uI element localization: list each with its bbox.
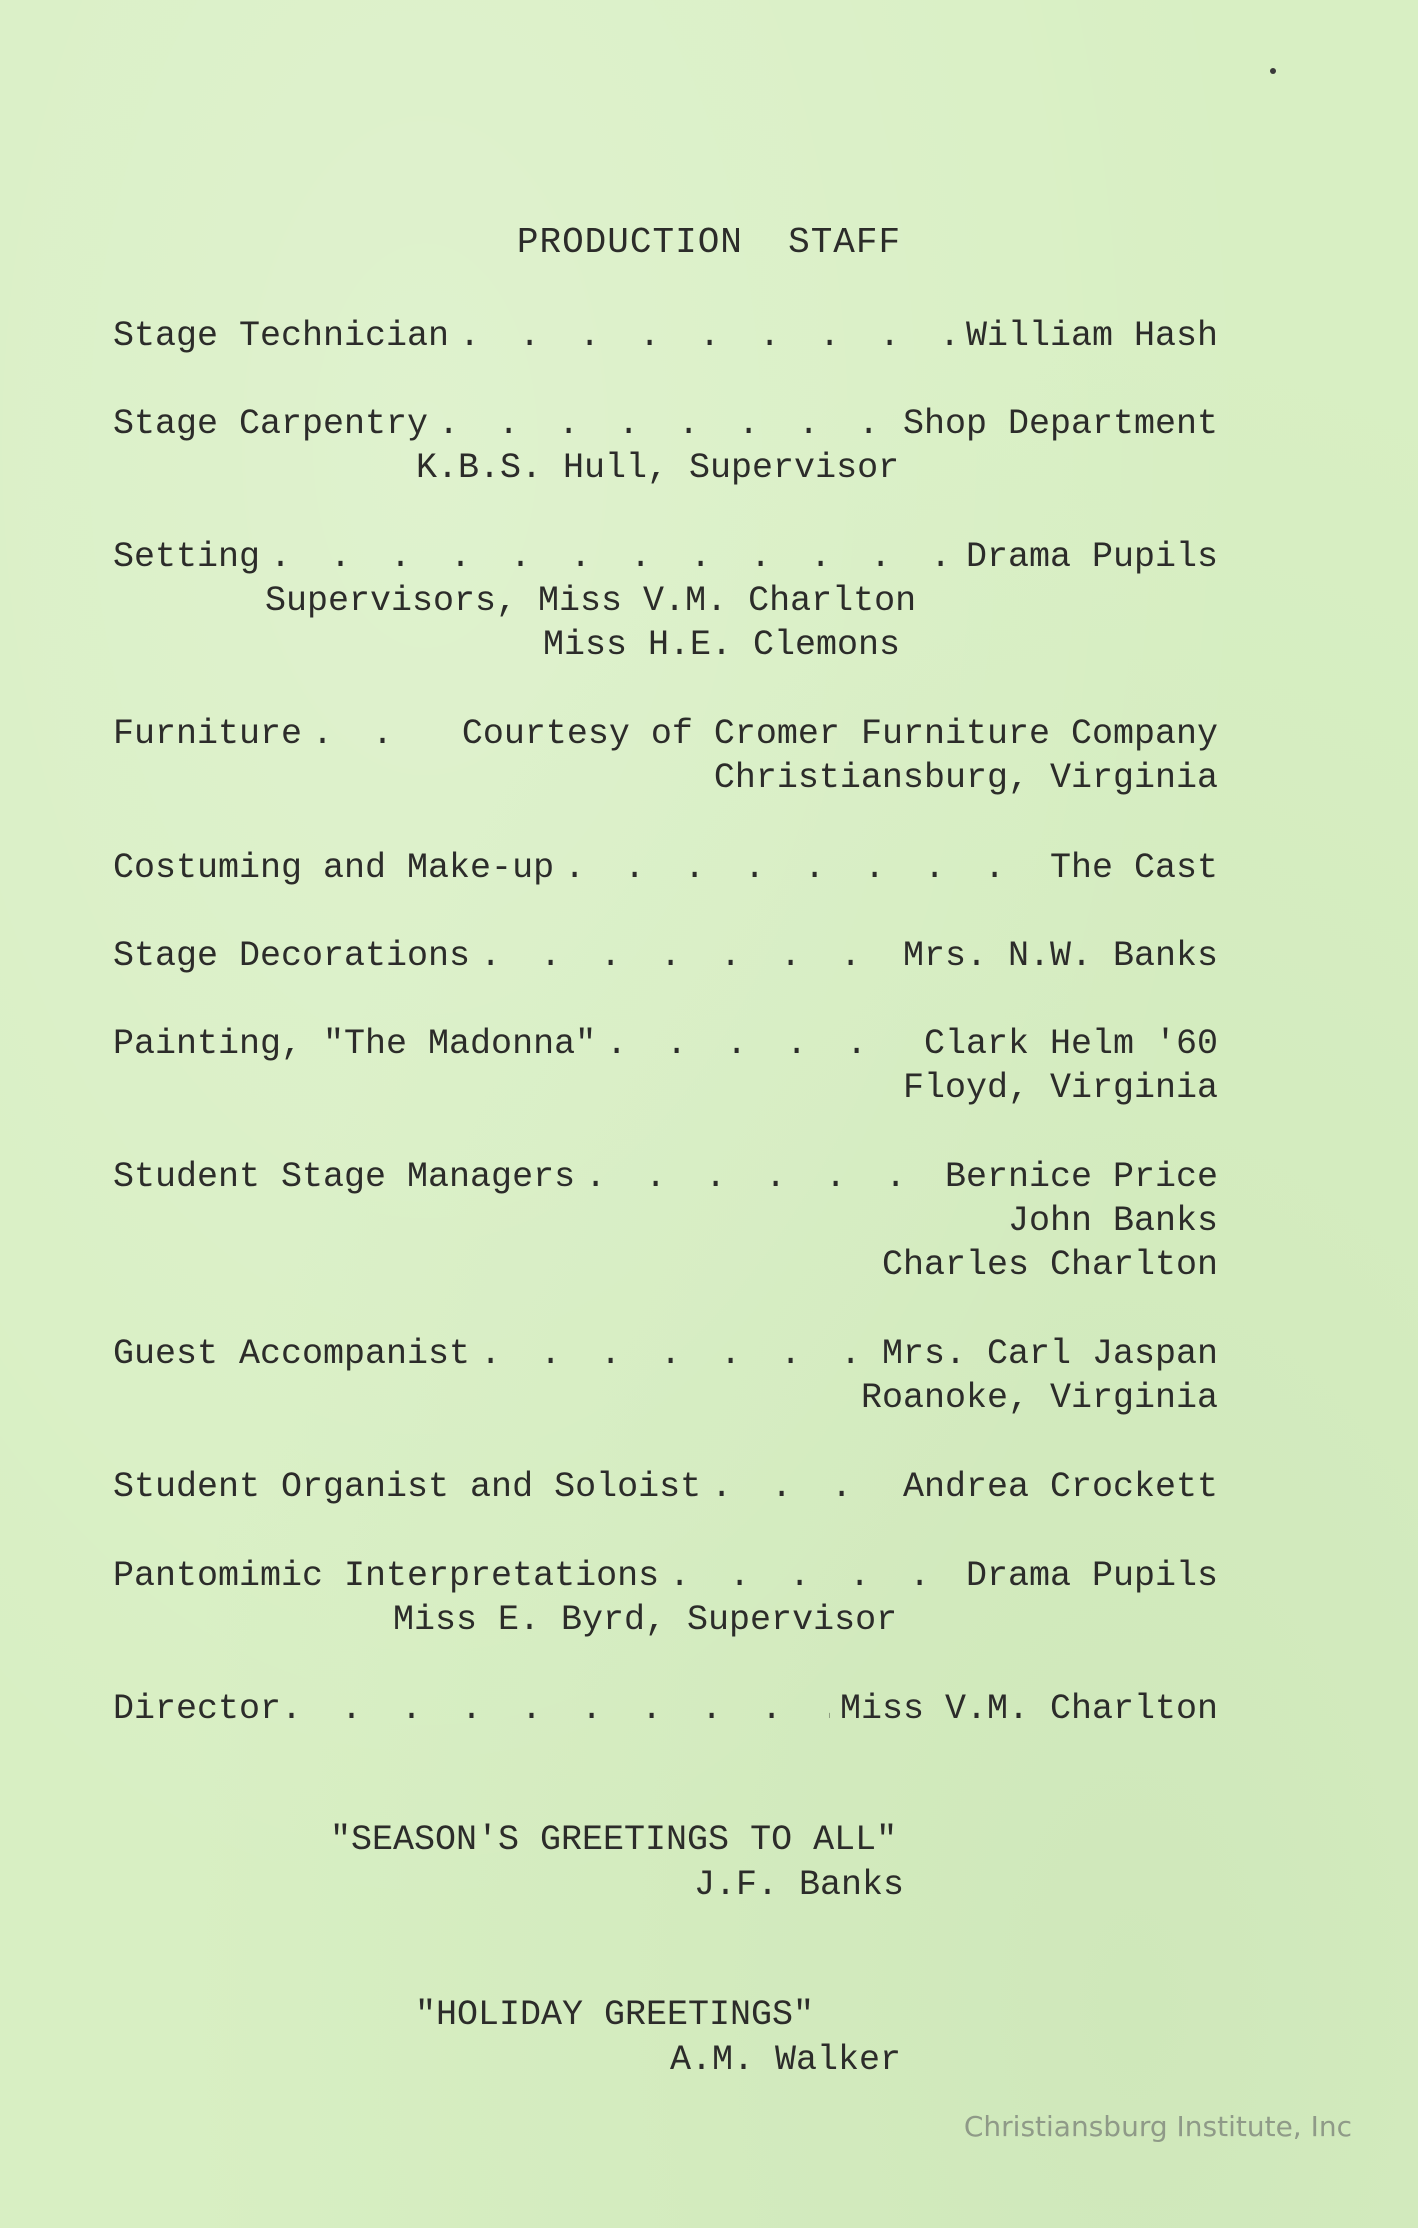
staff-name: Courtesy of Cromer Furniture Company	[461, 714, 1218, 754]
staff-role: Student Organist and Soloist	[113, 1467, 702, 1507]
staff-role: Setting	[113, 537, 261, 577]
dot-leader	[480, 934, 893, 978]
staff-role: Stage Technician	[113, 316, 450, 356]
staff-detail: Floyd, Virginia	[902, 1068, 1218, 1108]
dot-leader	[312, 712, 412, 756]
staff-role: Director	[113, 1689, 282, 1729]
staff-name: The Cast	[1049, 848, 1218, 888]
staff-name: Drama Pupils	[965, 1556, 1218, 1596]
greeting-message: "HOLIDAY GREETINGS"	[415, 1995, 815, 2035]
watermark: Christiansburg Institute, Inc	[963, 2110, 1352, 2143]
staff-name: William Hash	[965, 316, 1218, 356]
staff-detail: John Banks	[1007, 1201, 1218, 1241]
staff-role: Stage Carpentry	[113, 404, 429, 444]
staff-detail: K.B.S. Hull, Supervisor	[416, 448, 900, 488]
staff-name: Drama Pupils	[965, 537, 1218, 577]
staff-entry-pantomimic-interpretations	[113, 1554, 1218, 1642]
dot-leader	[281, 1687, 830, 1731]
dot-leader	[270, 535, 956, 579]
greeting-message: "SEASON'S GREETINGS TO ALL"	[330, 1820, 898, 1860]
staff-role: Pantomimic Interpretations	[113, 1556, 660, 1596]
staff-role: Painting, "The Madonna"	[113, 1024, 597, 1064]
dot-leader	[711, 1465, 893, 1509]
greeting-signature: J.F. Banks	[694, 1865, 905, 1905]
ink-speck	[1270, 68, 1276, 74]
staff-detail: Miss H.E. Clemons	[543, 625, 901, 665]
staff-entry-stage-decorations	[113, 934, 1218, 978]
staff-entry-student-stage-managers	[113, 1155, 1218, 1287]
dot-leader	[480, 1332, 872, 1376]
staff-role: Guest Accompanist	[113, 1334, 471, 1374]
staff-role: Costuming and Make-up	[113, 848, 555, 888]
staff-entry-stage-technician	[113, 314, 1218, 358]
staff-name: Mrs. Carl Jaspan	[881, 1334, 1218, 1374]
staff-entry-student-organist	[113, 1465, 1218, 1509]
staff-detail: Miss E. Byrd, Supervisor	[393, 1600, 898, 1640]
staff-name: Mrs. N.W. Banks	[902, 936, 1218, 976]
dot-leader	[438, 402, 893, 446]
staff-entry-director	[113, 1687, 1218, 1731]
staff-entry-setting	[113, 535, 1218, 667]
staff-entry-guest-accompanist	[113, 1332, 1218, 1420]
staff-name: Shop Department	[902, 404, 1218, 444]
staff-detail: Supervisors, Miss V.M. Charlton	[265, 581, 917, 621]
staff-role: Stage Decorations	[113, 936, 471, 976]
dot-leader	[585, 1155, 935, 1199]
dot-leader	[606, 1022, 914, 1066]
staff-name: Miss V.M. Charlton	[839, 1689, 1218, 1729]
staff-entry-painting	[113, 1022, 1218, 1110]
staff-detail: Roanoke, Virginia	[860, 1378, 1218, 1418]
staff-name: Andrea Crockett	[902, 1467, 1218, 1507]
staff-role: Furniture	[113, 714, 303, 754]
staff-name: Bernice Price	[944, 1157, 1218, 1197]
staff-name: Clark Helm '60	[923, 1024, 1218, 1064]
dot-leader	[564, 846, 1040, 890]
page-title: PRODUCTION STAFF	[516, 222, 902, 263]
staff-detail: Christiansburg, Virginia	[713, 758, 1218, 798]
staff-role: Student Stage Managers	[113, 1157, 576, 1197]
staff-entry-furniture	[113, 712, 1218, 800]
greeting-signature: A.M. Walker	[670, 2040, 902, 2080]
staff-entry-costuming	[113, 846, 1218, 890]
dot-leader	[459, 314, 956, 358]
staff-entry-stage-carpentry	[113, 402, 1218, 490]
staff-detail: Charles Charlton	[881, 1245, 1218, 1285]
dot-leader	[669, 1554, 956, 1598]
